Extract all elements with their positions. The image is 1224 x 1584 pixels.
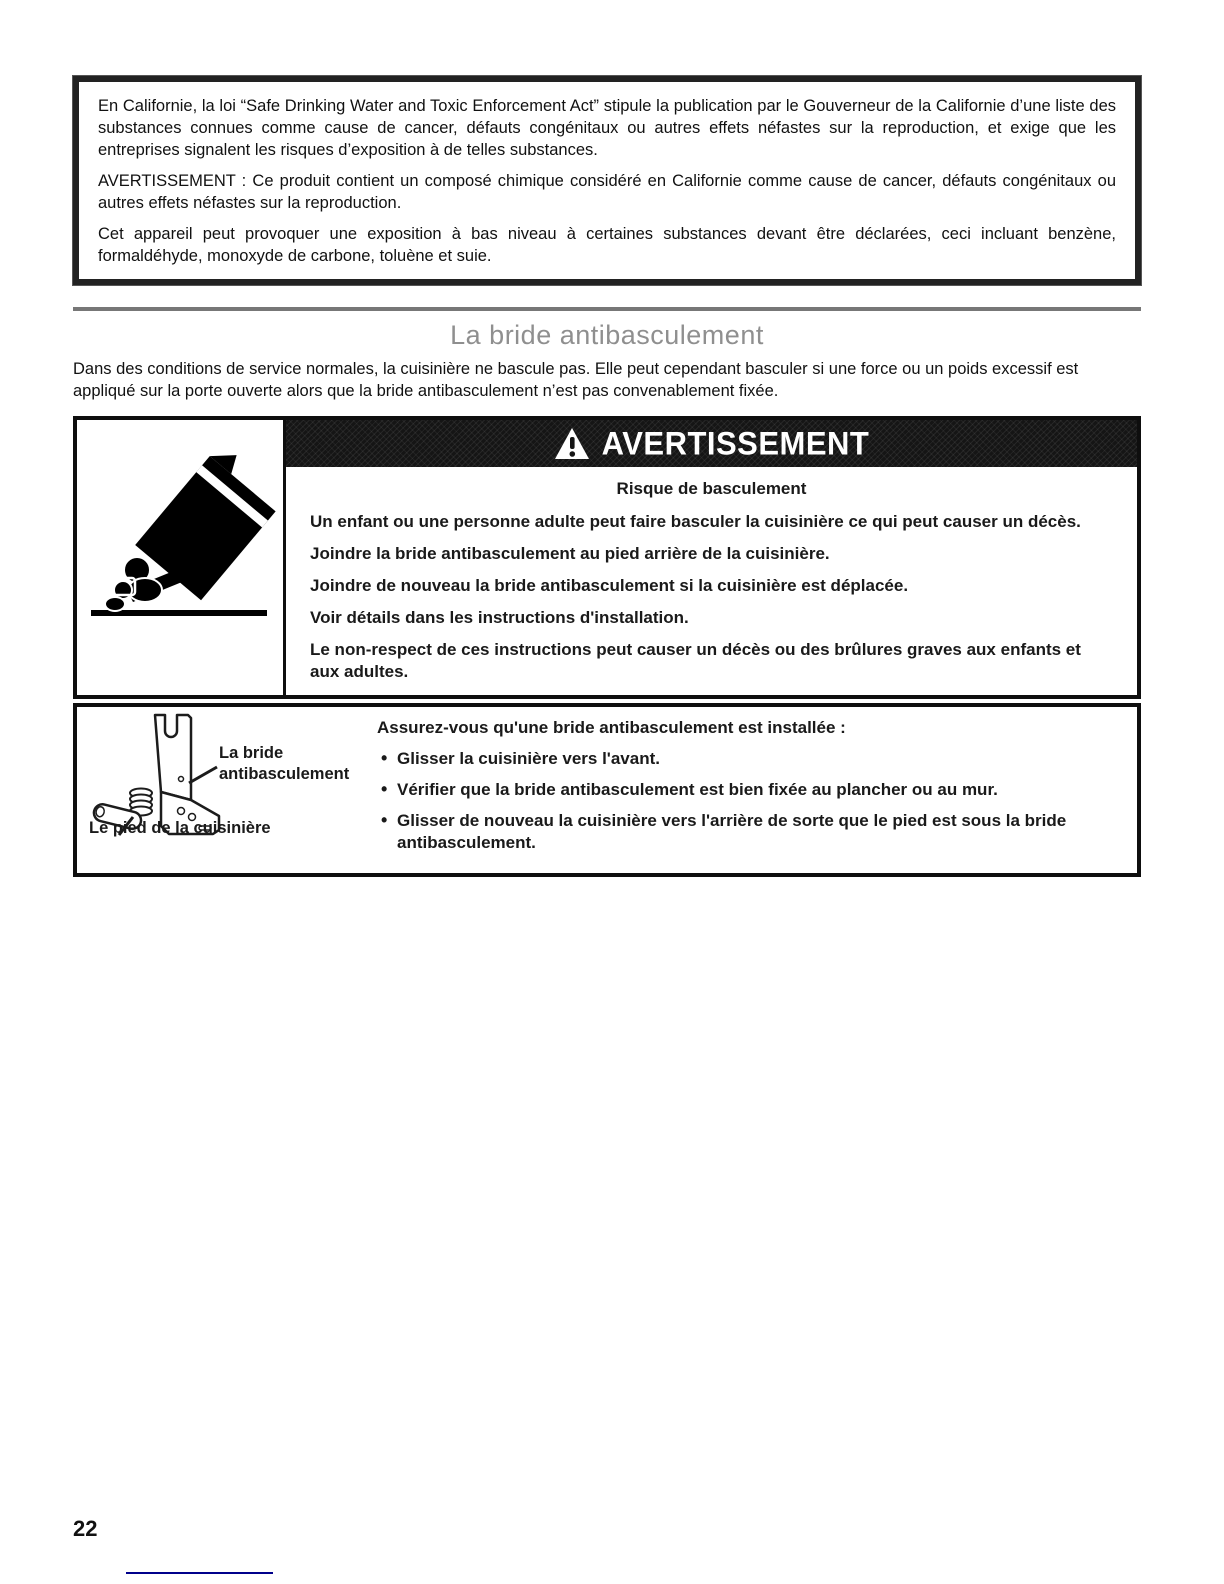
section-divider-rule: [73, 307, 1141, 311]
notice-paragraph: Cet appareil peut provoquer une exposition à bas niveau à certaines substances devant être déclarées, ceci incluant benzène, formaldéhyde, monoxyde de carbone, toluène et suie.: [98, 225, 1116, 265]
bracket-instructions: [377, 707, 1137, 873]
page-number: 22: [73, 1516, 98, 1541]
warning-line: Voir détails dans les instructions d'installation.: [310, 608, 689, 627]
warning-line: Un enfant ou une personne adulte peut faire basculer la cuisinière ce qui peut causer un décès.: [310, 512, 1081, 531]
warning-line: Le non-respect de ces instructions peut causer un décès ou des brûlures graves aux enfants et aux adultes.: [310, 640, 1081, 681]
bracket-label: La bride antibasculement: [219, 744, 350, 783]
tipping-range-pictogram-icon: [77, 420, 279, 681]
notice-paragraph: En Californie, la loi “Safe Drinking Water and Toxic Enforcement Act” stipule la publication par le Gouverneur de la Californie d’une liste des substances connues comme cause de cancer, défauts congénitaux ou autres effets néfastes sur la reproduction, et exige que les entreprises signalent les risques d’exposition à de telles substances.: [98, 97, 1116, 159]
bracket-bullet-item: • Glisser de nouveau la cuisinière vers l'arrière de sorte que le pied est sous la bride antibasculement.: [377, 810, 1117, 854]
california-notice-box: [73, 76, 1141, 285]
range-foot-label: Le pied de la cuisinière: [89, 819, 271, 837]
warning-header-band: [286, 420, 1137, 467]
footer-line: [126, 1572, 273, 1574]
warning-header-label: AVERTISSEMENT: [601, 424, 870, 462]
warning-content: [286, 467, 1137, 695]
warning-triangle-icon: [554, 427, 590, 460]
bracket-intro-text: Assurez-vous qu'une bride antibasculement est installée :: [377, 718, 846, 737]
risk-title: Risque de basculement: [616, 479, 807, 498]
warning-right-column: [286, 420, 1137, 695]
bracket-diagram-cell: [77, 707, 377, 873]
section-intro-text: Dans des conditions de service normales, la cuisinière ne bascule pas. Elle peut cependant basculer si une force ou un poids excessif est appliqué sur la porte ouverte alors que la bride antibasculement n’est pas convenablement fixée.: [73, 360, 1079, 400]
tip-over-pictogram-cell: [77, 420, 286, 695]
tip-over-warning-box: [73, 416, 1141, 699]
bracket-bullet-list: [377, 748, 1117, 854]
bracket-bullet-item: • Vérifier que la bride antibasculement est bien fixée au plancher ou au mur.: [377, 779, 1117, 801]
warning-line: Joindre de nouveau la bride antibasculement si la cuisinière est déplacée.: [310, 576, 909, 595]
notice-paragraph: AVERTISSEMENT : Ce produit contient un composé chimique considéré en Californie comme cause de cancer, défauts congénitaux ou autres effets néfastes sur la reproduction.: [98, 172, 1116, 212]
bracket-check-box: [73, 703, 1141, 877]
page-content: [73, 0, 1141, 877]
bracket-bullet-item: • Glisser la cuisinière vers l'avant.: [377, 748, 1117, 770]
section-title: La bride antibasculement: [450, 320, 764, 350]
warning-line: Joindre la bride antibasculement au pied arrière de la cuisinière.: [310, 544, 830, 563]
